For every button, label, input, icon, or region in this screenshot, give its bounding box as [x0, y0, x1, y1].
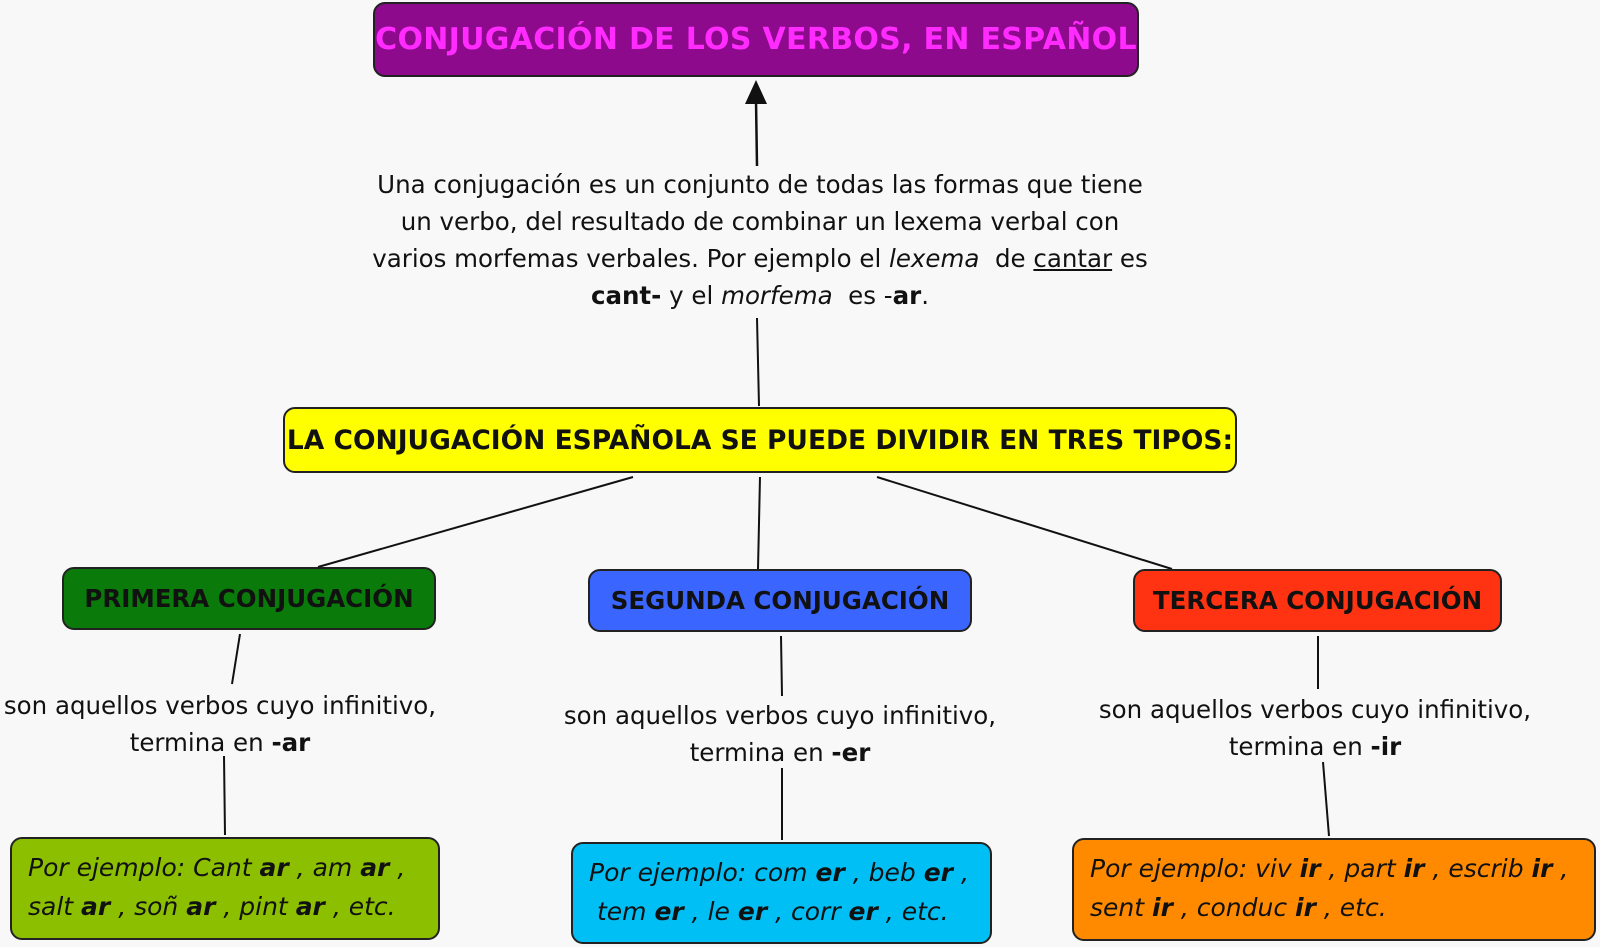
definition-line-4-part-b: es - [832, 281, 893, 310]
primera-description-line-2 [0, 724, 440, 761]
example-stem: conduc [1196, 893, 1296, 922]
primera-description-line-1: son aquellos verbos cuyo infinitivo, [3, 691, 437, 720]
example-stem: corr [791, 897, 849, 926]
example-separator: , [324, 892, 349, 921]
example-ending: ir [1299, 854, 1321, 883]
definition-line-3-part-a: varios morfemas verbales. Por ejemplo el [372, 244, 890, 273]
example-separator: , [1552, 854, 1569, 883]
example-stem: Cant [193, 853, 260, 882]
definition-line-4-part-a: y el [661, 281, 722, 310]
ar-term: ar [892, 281, 922, 310]
primera-conjugacion-box [62, 567, 436, 630]
example-ending: er [815, 858, 845, 887]
definition-text [340, 166, 1180, 314]
definition-to-main-line [757, 318, 759, 406]
example-ending: ir [1531, 854, 1553, 883]
segunda-description-termina: termina en [689, 738, 832, 767]
example-ending: ir [1403, 854, 1425, 883]
segunda-conjugacion-label: SEGUNDA CONJUGACIÓN [610, 586, 950, 615]
tercera-conjugacion-label: TERCERA CONJUGACIÓN [1152, 586, 1483, 615]
desc1-to-ex1-line [224, 756, 225, 835]
definition-line-3-part-b: de [979, 244, 1034, 273]
example-stem: le [707, 897, 738, 926]
example-etc: etc. [901, 897, 949, 926]
main-heading-text: LA CONJUGACIÓN ESPAÑOLA SE PUEDE DIVIDIR EN TRES TIPOS: [286, 424, 1234, 456]
example-ending: ir [1152, 893, 1173, 922]
tercera-examples-box [1072, 838, 1596, 941]
segunda-examples-box [571, 842, 992, 944]
tercera-description-line-1: son aquellos verbos cuyo infinitivo, [1098, 695, 1532, 724]
example-ending: er [923, 858, 953, 887]
segunda-conjugacion-box [588, 569, 972, 632]
example-separator: , [1424, 854, 1449, 883]
main-heading-box [283, 407, 1237, 473]
title-box [373, 2, 1139, 77]
example-stem: pint [239, 892, 296, 921]
example-ending: ar [259, 853, 289, 882]
example-separator: , [683, 897, 708, 926]
example-line [28, 848, 422, 887]
segunda-description-line-1: son aquellos verbos cuyo infinitivo, [563, 701, 997, 730]
main-to-conj2-line [758, 477, 760, 569]
tercera-description-line-2 [1095, 728, 1535, 765]
example-separator: , [288, 853, 313, 882]
example-ending: ar [295, 892, 325, 921]
morfema-term: morfema [721, 281, 833, 310]
main-to-conj1-line [318, 477, 633, 567]
example-etc: etc. [348, 892, 396, 921]
tercera-conjugacion-box [1133, 569, 1502, 632]
lexema-term: lexema [889, 244, 980, 273]
segunda-ending: -er [831, 738, 871, 767]
example-separator: , [953, 858, 969, 887]
tercera-description-termina: termina en [1228, 732, 1371, 761]
primera-description [0, 687, 440, 761]
example-ending: ar [186, 892, 216, 921]
example-stem: soñ [134, 892, 187, 921]
example-line [589, 853, 974, 892]
example-ending: er [654, 897, 684, 926]
desc3-to-ex3-line [1323, 762, 1329, 836]
example-line [28, 887, 422, 926]
segunda-description-line-2 [560, 734, 1000, 771]
example-stem: salt [28, 892, 82, 921]
arrow-up-icon [745, 80, 767, 104]
example-line [589, 892, 974, 931]
cant-term: cant- [590, 281, 662, 310]
example-separator: , [215, 892, 240, 921]
example-separator: , [1172, 893, 1197, 922]
example-ending: ar [360, 853, 390, 882]
example-separator: , [1320, 854, 1345, 883]
conj2-to-desc2-line [781, 636, 782, 696]
example-separator: , [1315, 893, 1340, 922]
segunda-description [560, 697, 1000, 771]
example-separator: , [110, 892, 135, 921]
example-ending: ir [1295, 893, 1316, 922]
example-stem: beb [868, 858, 924, 887]
primera-ending: -ar [271, 728, 311, 757]
tercera-description [1095, 691, 1535, 765]
example-ending: er [737, 897, 768, 926]
title-text: CONJUGACIÓN DE LOS VERBOS, EN ESPAÑOL [375, 22, 1137, 57]
definition-line-3-part-c: es [1112, 244, 1148, 273]
example-prefix: Por ejemplo: [1090, 854, 1256, 883]
example-separator: , [844, 858, 869, 887]
example-separator: , [877, 897, 902, 926]
definition-line-4 [340, 277, 1180, 314]
example-ending: er [848, 897, 878, 926]
primera-description-termina: termina en [129, 728, 272, 757]
example-prefix: Por ejemplo: [589, 858, 755, 887]
definition-to-title-arrow-line [756, 100, 757, 166]
primera-examples-box [10, 837, 440, 940]
example-stem: am [312, 853, 361, 882]
example-ending: ar [81, 892, 111, 921]
definition-line-2: un verbo, del resultado de combinar un lexema verbal con [400, 207, 1120, 236]
definition-line-4-part-c: . [921, 281, 930, 310]
tercera-ending: -ir [1370, 732, 1402, 761]
example-stem: sent [1090, 893, 1152, 922]
example-stem: com [754, 858, 816, 887]
definition-line-1: Una conjugación es un conjunto de todas las formas que tiene [377, 170, 1143, 199]
example-line [1090, 849, 1578, 888]
example-separator: , [767, 897, 791, 926]
example-line [1090, 888, 1578, 927]
example-prefix: Por ejemplo: [28, 853, 194, 882]
example-separator: , [389, 853, 406, 882]
example-stem: viv [1255, 854, 1300, 883]
primera-conjugacion-label: PRIMERA CONJUGACIÓN [84, 584, 414, 613]
cantar-term: cantar [1033, 244, 1113, 273]
conj1-to-desc1-line [232, 634, 240, 684]
example-stem: escrib [1448, 854, 1532, 883]
example-stem: tem [589, 897, 655, 926]
definition-line-3 [340, 240, 1180, 277]
example-stem: part [1344, 854, 1404, 883]
example-etc: etc. [1339, 893, 1387, 922]
main-to-conj3-line [877, 477, 1172, 569]
